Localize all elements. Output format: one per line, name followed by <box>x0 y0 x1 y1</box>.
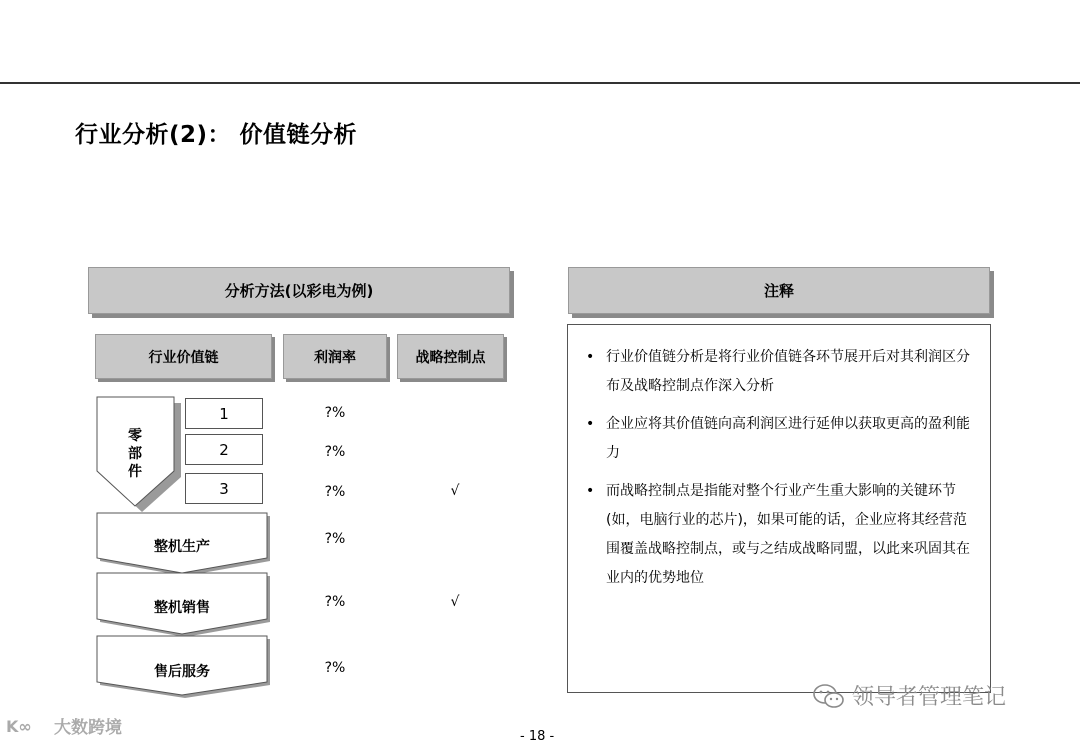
note-item <box>586 343 978 401</box>
watermark-left <box>6 713 122 738</box>
note-item <box>586 477 978 593</box>
svg-text:K∞: K∞ <box>6 716 32 736</box>
column-header-value-chain: 行业价值链 <box>95 334 272 379</box>
part-box-3: 3 <box>185 473 263 504</box>
note-text: 企业应将其价值链向高利润区进行延伸以获取更高的盈利能力 <box>606 416 970 461</box>
column-header-profit-margin: 利润率 <box>283 334 387 379</box>
watermark-logo-icon <box>6 715 50 737</box>
control-mark-sales: √ <box>450 594 460 610</box>
notes-header: 注释 <box>568 267 990 314</box>
watermark-right-text: 领导者管理笔记 <box>852 685 1007 710</box>
margin-production: ?% <box>324 531 346 547</box>
bullet-icon: • <box>586 349 595 365</box>
stage-label-production: 整机生产 <box>154 539 210 555</box>
watermark-right <box>812 680 1006 711</box>
column-header-control-point: 战略控制点 <box>397 334 504 379</box>
part-box-2: 2 <box>185 434 263 465</box>
bullet-icon: • <box>586 483 595 499</box>
parts-label: 零 部 件 <box>128 428 142 480</box>
stage-label-service: 售后服务 <box>154 664 210 680</box>
method-header: 分析方法(以彩电为例) <box>88 267 510 314</box>
margin-part-3: ?% <box>324 484 346 500</box>
stage-label-sales: 整机销售 <box>154 600 210 616</box>
margin-sales: ?% <box>324 594 346 610</box>
page-number: - 18 - <box>520 729 555 744</box>
note-text: 行业价值链分析是将行业价值链各环节展开后对其利润区分布及战略控制点作深入分析 <box>606 349 970 394</box>
part-box-1: 1 <box>185 398 263 429</box>
note-item <box>586 410 978 468</box>
notes-list <box>586 343 978 602</box>
margin-part-1: ?% <box>324 405 346 421</box>
margin-part-2: ?% <box>324 444 346 460</box>
note-text: 而战略控制点是指能对整个行业产生重大影响的关键环节(如，电脑行业的芯片)，如果可能的话，企业应将其经营范围覆盖战略控制点，或与之结成战略同盟，以此来巩固其在业内的优势地位 <box>606 483 970 586</box>
margin-service: ?% <box>324 660 346 676</box>
slide-title: 行业分析(2)： 价值链分析 <box>75 122 358 148</box>
bullet-icon: • <box>586 416 595 432</box>
watermark-left-text: 大数跨境 <box>54 718 122 738</box>
notes-box <box>567 324 991 693</box>
control-mark-part-3: √ <box>450 483 460 499</box>
wechat-icon <box>812 682 846 710</box>
